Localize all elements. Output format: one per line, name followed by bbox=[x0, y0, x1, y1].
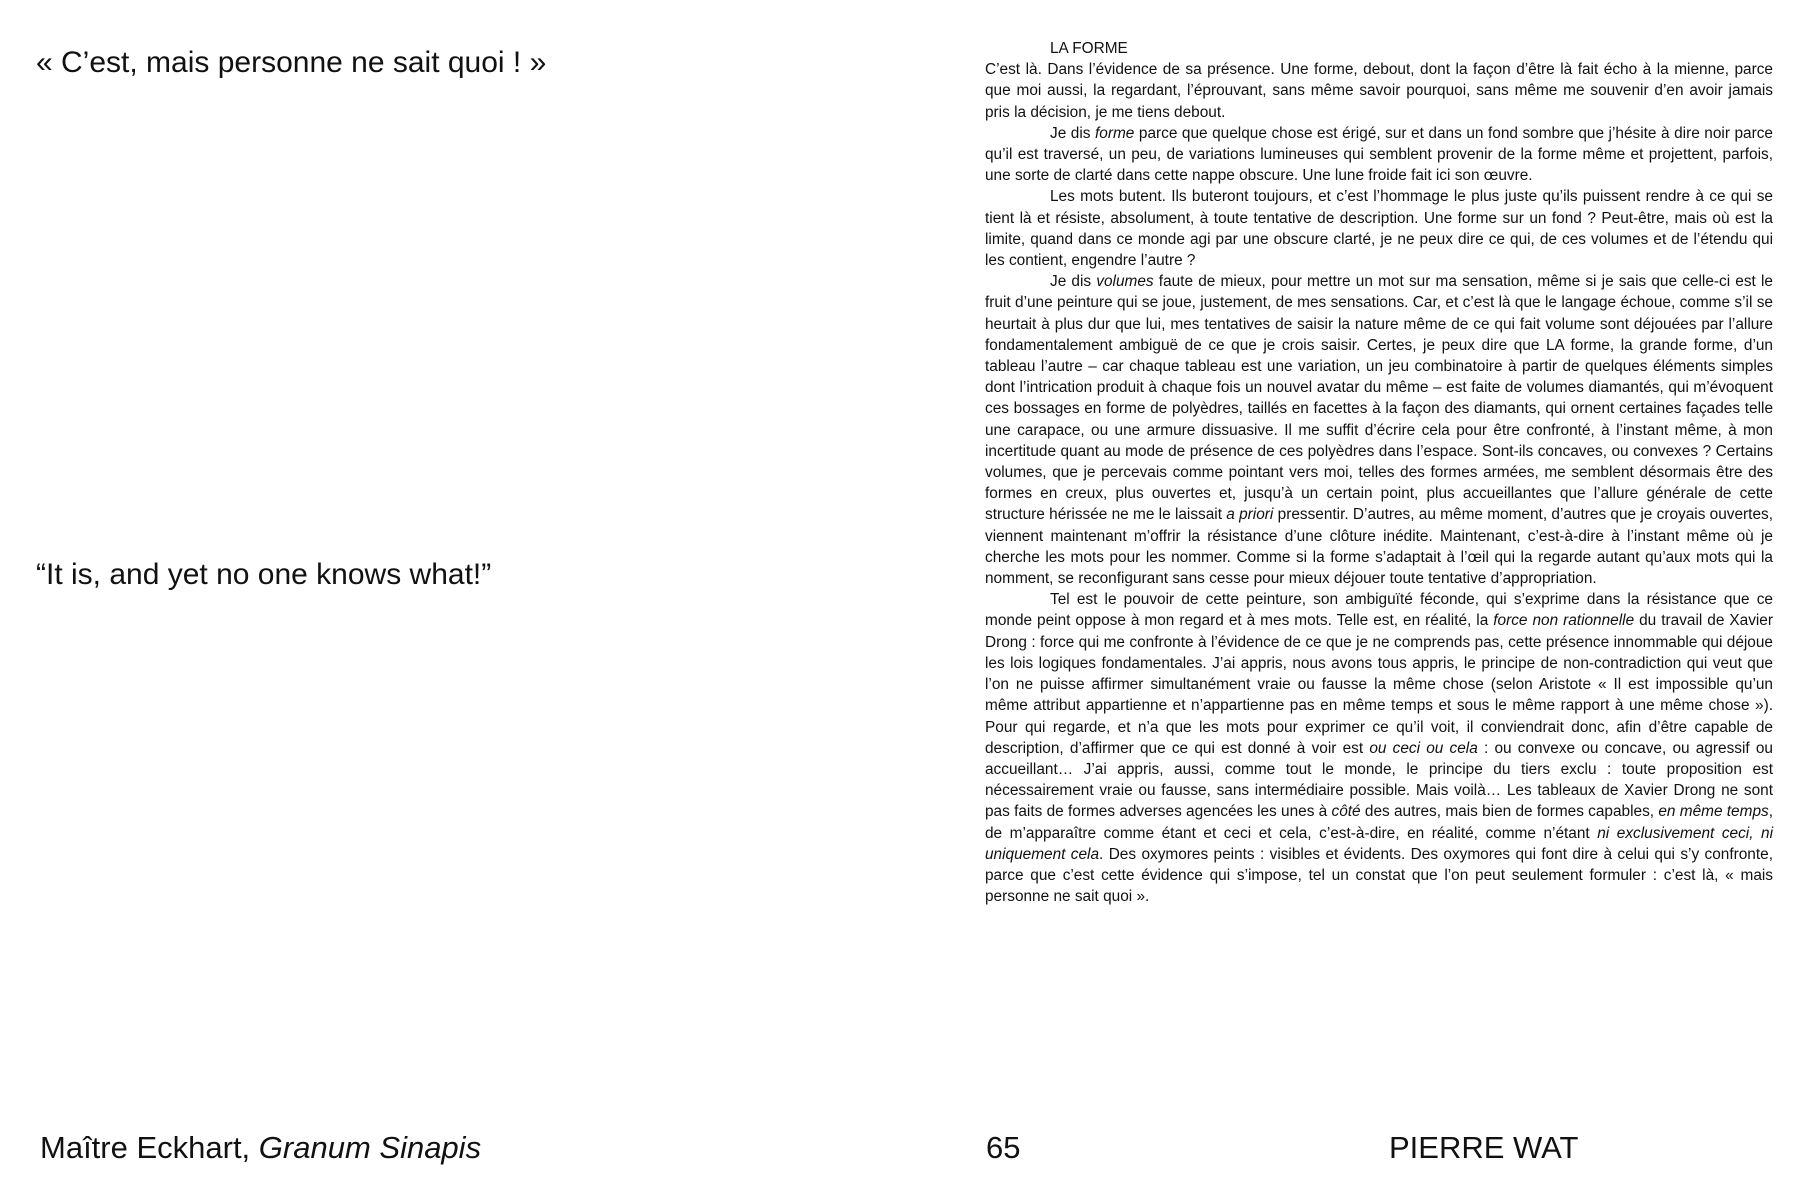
italic-text-run: force non rationnelle bbox=[1493, 612, 1635, 630]
italic-text-run: ou ceci ou cela bbox=[1369, 739, 1478, 757]
text-run: : ou convexe ou concave, ou agressif ou accueillant… J’ai appris, aussi, comme tout le monde, le principe du tiers exclu : toute proposition est nécessairement vraie ou fausse, sans intermédiaire possible. Mais voilà… Les tableaux de Xavier Drong ne sont pas faits de formes adverses agencées les unes à bbox=[985, 739, 1773, 821]
quote-french: « C’est, mais personne ne sait quoi ! » bbox=[36, 46, 547, 79]
text-run: Je dis bbox=[1050, 124, 1095, 142]
source-work-title: Granum Sinapis bbox=[258, 1130, 482, 1165]
italic-text-run: a priori bbox=[1226, 506, 1274, 524]
italic-text-run: ni exclusivement ceci, ni uniquement cela bbox=[985, 824, 1773, 863]
text-run: . Des oxymores peints : visibles et évidents. Des oxymores qui font dire à celui qui s’y confronte, parce que c’est cette évidence qui s’impose, tel un constat que l’on peut seulement formuler : c’est là, « mais personne ne sait quoi ». bbox=[985, 845, 1773, 906]
article-body bbox=[985, 38, 1773, 907]
text-run: parce que quelque chose est érigé, sur et dans un fond sombre que j’hésite à dire noir parce qu’il est traversé, un peu, de variations lumineuses qui semblent provenir de la forme même et projettent, parfois, une sorte de clarté dans cette nappe obscure. Une lune froide fait ici son œuvre. bbox=[985, 124, 1773, 185]
quote-source bbox=[40, 1128, 481, 1168]
article-paragraph bbox=[985, 186, 1773, 271]
text-run: Tel est le pouvoir de cette peinture, son ambiguïté féconde, qui s’exprime dans la résistance que ce monde peint oppose à mon regard et à mes mots. Telle est, en réalité, la bbox=[985, 591, 1773, 630]
article-paragraph bbox=[985, 589, 1773, 907]
quote-english: “It is, and yet no one knows what!” bbox=[36, 558, 492, 591]
text-run: pressentir. D’autres, au même moment, d’autres que je croyais ouvertes, viennent maintenant m’offrir la résistance d’une clôture inédite. Maintenant, c’est-à-dire à l’instant même où je cherche les mots pour les nommer. Comme si la forme s’adaptait à l’œil qui la regarde autant qu’aux mots qui la nomment, se reconfigurant sans cesse pour mieux déjouer toute tentative d’appropriation. bbox=[985, 506, 1773, 588]
article-heading: LA FORME bbox=[1050, 40, 1128, 57]
article-paragraphs bbox=[985, 59, 1773, 907]
article-author: PIERRE WAT bbox=[1389, 1130, 1579, 1165]
text-run: Les mots butent. Ils buteront toujours, et c’est l’hommage le plus juste qu’ils puissent rendre à ce qui se tient là et résiste, absolument, à toute tentative de description. Une forme sur un fond ? Peut-être, mais où est la limite, quand dans ce monde agi par une obscure clarté, je ne peux dire ce qui, de ces volumes et de l’étendu qui les contient, engendre l’autre ? bbox=[985, 188, 1773, 270]
italic-text-run: côté bbox=[1331, 803, 1361, 821]
article-paragraph bbox=[985, 271, 1773, 589]
text-run: C’est là. Dans l’évidence de sa présence. Une forme, debout, dont la façon d’être là fait écho à la mienne, parce que moi aussi, la regardant, l’éprouvant, sans même savoir pourquoi, sans même me souvenir d’en avoir jamais pris la décision, je me tiens debout. bbox=[985, 61, 1773, 121]
text-run: faute de mieux, pour mettre un mot sur ma sensation, même si je sais que celle-ci est le fruit d’une peinture qui se joue, justement, de mes sensations. Car, et c’est là que le langage échoue, comme s’il se heurtait à plus dur que lui, mes tentatives de saisir la nature même de ce qui fait volume sont déjouées par l’allure fondamentalement ambiguë de ce que je crois saisir. Certes, je peux dire que LA forme, la grande forme, d’un tableau l’autre – car chaque tableau est une variation, un jeu combinatoire à partir de quelques éléments simples dont l’intrication produit à chaque fois un nouvel avatar du même – est faite de volumes diamantés, qui m’évoquent ces bossages en forme de polyèdres, taillés en facettes à la façon des diamants, qui ornent certaines façades telle une carapace, ou une armure dissuasive. Il me suffit d’écrire cela pour être confronté, à l’instant même, à mon incertitude quant au mode de présence de ces polyèdres dans l’espace. Sont-ils concaves, ou convexes ? Certains volumes, que je percevais comme pointant vers moi, telles des formes armées, me semblent désormais être des formes en creux, plus ouvertes et, jusqu’à un certain point, plus accueillantes que l’allure générale de cette structure hérissée ne me le laissait bbox=[985, 273, 1773, 524]
italic-text-run: en même temps bbox=[1658, 803, 1769, 821]
source-author: Maître Eckhart, bbox=[40, 1130, 259, 1165]
text-run: , de m’apparaître comme étant et ceci et cela, c’est-à-dire, en réalité, comme n’étant bbox=[985, 803, 1773, 842]
text-run: du travail de Xavier Drong : force qui me confronte à l’évidence de ce que je ne comprends pas, cette présence innommable qui déjoue les lois logiques fondamentales. J’ai appris, nous avons tous appris, le principe de non-contradiction qui veut que l’on ne puisse affirmer simultanément vraie ou fausse la même chose (selon Aristote « Il est impossible qu’un même attribut appartienne et n’appartienne pas en même temps et sous le même rapport à une même chose »). Pour qui regarde, et n’a que les mots pour exprimer ce qu’il voit, il conviendrait donc, afin d’être capable de description, d’affirmer que ce qui est donné à voir est bbox=[985, 612, 1773, 757]
text-run: des autres, mais bien de formes capables, bbox=[1360, 803, 1659, 821]
italic-text-run: volumes bbox=[1096, 273, 1154, 291]
article-paragraph bbox=[985, 123, 1773, 187]
italic-text-run: forme bbox=[1095, 124, 1135, 142]
page-number: 65 bbox=[986, 1130, 1021, 1165]
article-paragraph bbox=[985, 59, 1773, 123]
text-run: Je dis bbox=[1050, 273, 1097, 291]
